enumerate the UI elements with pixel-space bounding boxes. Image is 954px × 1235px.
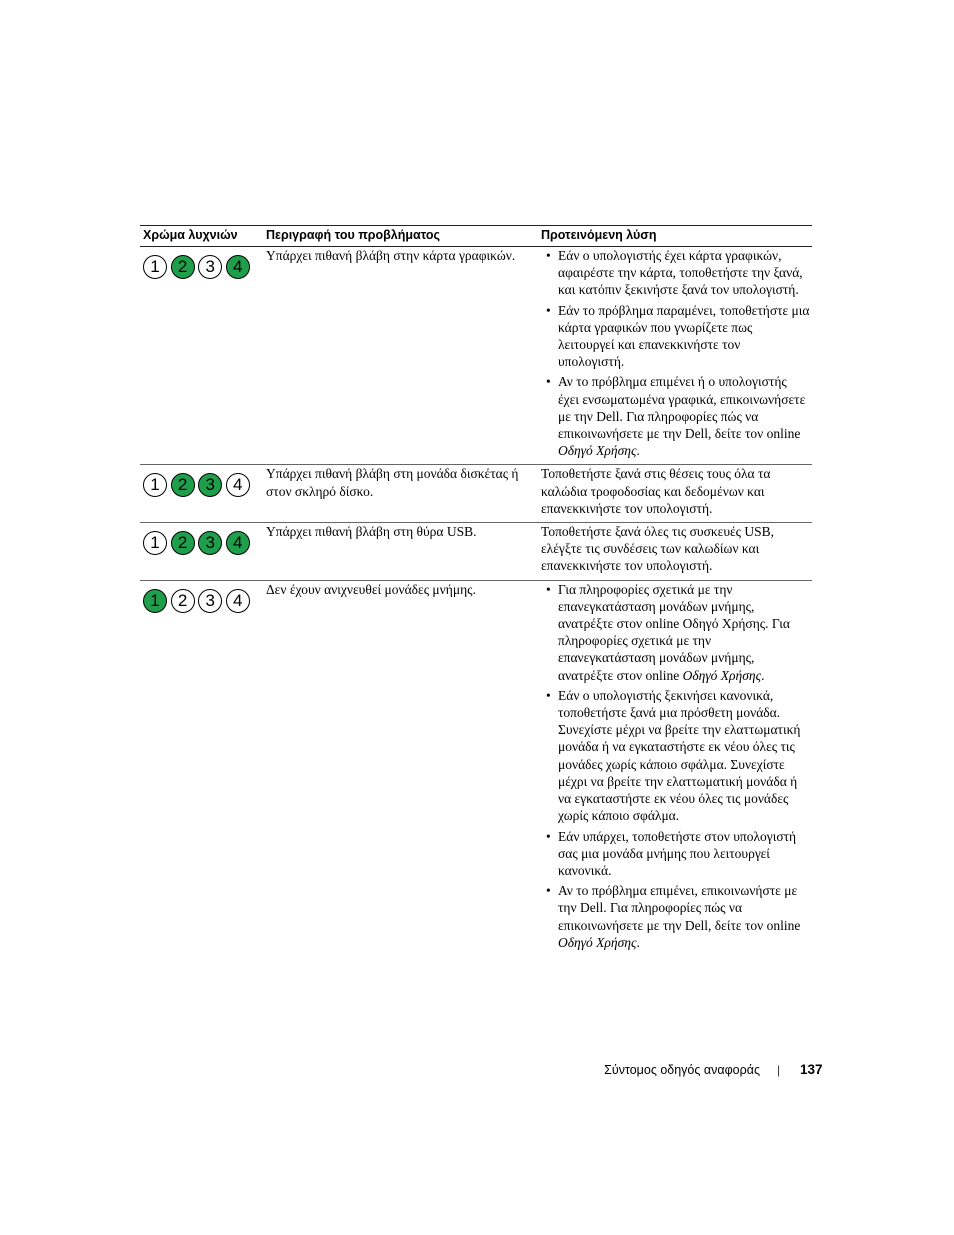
diagnostic-lights-table <box>140 225 812 956</box>
diagnostic-lights <box>143 247 263 279</box>
diagnostic-light-2: 2 <box>171 531 195 555</box>
solution-text-tail: . <box>636 934 640 950</box>
solution-list <box>541 247 810 459</box>
solution-text: Εάν το πρόβλημα παραμένει, τοποθετήστε μια κάρτα γραφικών που γνωρίζετε πως λειτουργεί και επανεκκινήστε τον υπολογιστή. <box>558 302 810 370</box>
page-number: 137 <box>800 1062 823 1077</box>
diagnostic-light-2: 2 <box>171 473 195 497</box>
table-row <box>140 247 812 465</box>
diagnostic-light-4: 4 <box>226 473 250 497</box>
problem-description: Δεν έχουν ανιχνευθεί μονάδες μνήμης. <box>266 581 476 597</box>
solution-text: Εάν ο υπολογιστής ξεκινήσει κανονικά, τοποθετήστε ξανά μια πρόσθετη μονάδα. Συνεχίστε μέχρι να βρείτε την ελαττωματική μονάδα ή να εγκαταστήστε εκ νέου όλες τις μονάδες χωρίς κάποιο σφάλμα. Συνεχίστε μέχρι να βρείτε την ελαττωματική μονάδα ή να εγκαταστήστε εκ νέου όλες τις μονάδες χωρίς κάποιο σφάλμα. <box>558 687 801 824</box>
solution-bullet <box>541 247 810 299</box>
diagnostic-light-2: 2 <box>171 589 195 613</box>
table-row <box>140 523 812 581</box>
suggested-solution <box>538 581 812 956</box>
table-row <box>140 465 812 523</box>
table-header-row <box>140 226 812 247</box>
diagnostic-light-3: 3 <box>198 255 222 279</box>
solution-bullet <box>541 581 810 684</box>
solution-text: Για πληροφορίες σχετικά με την επανεγκατάσταση μονάδων μνήμης, ανατρέξτε στον online Οδηγό Χρήσης. Για πληροφορίες σχετικά με την επανεγκατάσταση μονάδων μνήμης, ανατρέξτε στον online <box>558 581 790 683</box>
solution-bullet <box>541 828 810 880</box>
solution-text-tail: . <box>761 667 765 683</box>
solution-bullet <box>541 882 810 951</box>
header-light-color: Χρώμα λυχνιών <box>143 228 238 242</box>
user-guide-reference: Οδηγό Χρήσης <box>682 667 762 683</box>
diagnostic-light-4: 4 <box>226 589 250 613</box>
solution-text: Εάν υπάρχει, τοποθετήστε στον υπολογιστή σας μια μονάδα μνήμης που λειτουργεί κανονικά. <box>558 828 797 878</box>
diagnostic-light-3: 3 <box>198 531 222 555</box>
solution-bullet <box>541 687 810 825</box>
diagnostic-light-4: 4 <box>226 255 250 279</box>
footer-document-title: Σύντομος οδηγός αναφοράς <box>604 1063 760 1077</box>
suggested-solution: Τοποθετήστε ξανά στις θέσεις τους όλα τα καλώδια τροφοδοσίας και δεδομένων και επανεκκινήστε τον υπολογιστή. <box>541 466 771 516</box>
header-suggested-solution: Προτεινόμενη λύση <box>541 228 657 242</box>
solution-bullet <box>541 302 810 371</box>
diagnostic-light-1: 1 <box>143 473 167 497</box>
suggested-solution <box>538 247 812 464</box>
footer-separator: | <box>777 1063 781 1077</box>
suggested-solution: Τοποθετήστε ξανά όλες τις συσκευές USB, ελέγξτε τις συνδέσεις των καλωδίων και επανεκκινήστε τον υπολογιστή. <box>541 524 775 574</box>
user-guide-reference: Οδηγό Χρήσης <box>558 443 637 459</box>
diagnostic-light-1: 1 <box>143 255 167 279</box>
diagnostic-lights <box>143 465 263 497</box>
header-problem-description: Περιγραφή του προβλήματος <box>266 228 441 242</box>
diagnostic-light-1: 1 <box>143 589 167 613</box>
light-pattern-cell <box>140 247 263 464</box>
solution-text-tail: . <box>636 443 640 459</box>
solution-bullet <box>541 373 810 459</box>
solution-text: Αν το πρόβλημα επιμένει ή ο υπολογιστής έχει ενσωματωμένα γραφικά, επικοινωνήσετε με την Dell. Για πληροφορίες πώς να επικοινωνήσετε με την Dell, δείτε τον online <box>558 374 806 442</box>
solution-text: Αν το πρόβλημα επιμένει, επικοινωνήστε με την Dell. Για πληροφορίες πώς να επικοινωνήσετε με την Dell, δείτε τον online <box>558 883 801 933</box>
diagnostic-lights <box>143 523 263 555</box>
diagnostic-lights <box>143 581 263 613</box>
light-pattern-cell <box>140 465 263 522</box>
problem-description: Υπάρχει πιθανή βλάβη στη μονάδα δισκέτας ή στον σκληρό δίσκο. <box>266 466 519 499</box>
diagnostic-light-1: 1 <box>143 531 167 555</box>
light-pattern-cell <box>140 523 263 580</box>
problem-description: Υπάρχει πιθανή βλάβη στην κάρτα γραφικών. <box>266 248 516 263</box>
table-row <box>140 581 812 956</box>
diagnostic-light-3: 3 <box>198 589 222 613</box>
solution-text: Εάν ο υπολογιστής έχει κάρτα γραφικών, αφαιρέστε την κάρτα, τοποθετήστε την ξανά, και κατόπιν ξεκινήστε ξανά τον υπολογιστή. <box>558 248 803 298</box>
diagnostic-light-3: 3 <box>198 473 222 497</box>
problem-description: Υπάρχει πιθανή βλάβη στη θύρα USB. <box>266 524 477 540</box>
diagnostic-light-2: 2 <box>171 255 195 279</box>
light-pattern-cell <box>140 581 263 956</box>
user-guide-reference: Οδηγό Χρήσης <box>558 934 637 950</box>
diagnostic-light-4: 4 <box>226 531 250 555</box>
solution-list <box>541 581 810 951</box>
